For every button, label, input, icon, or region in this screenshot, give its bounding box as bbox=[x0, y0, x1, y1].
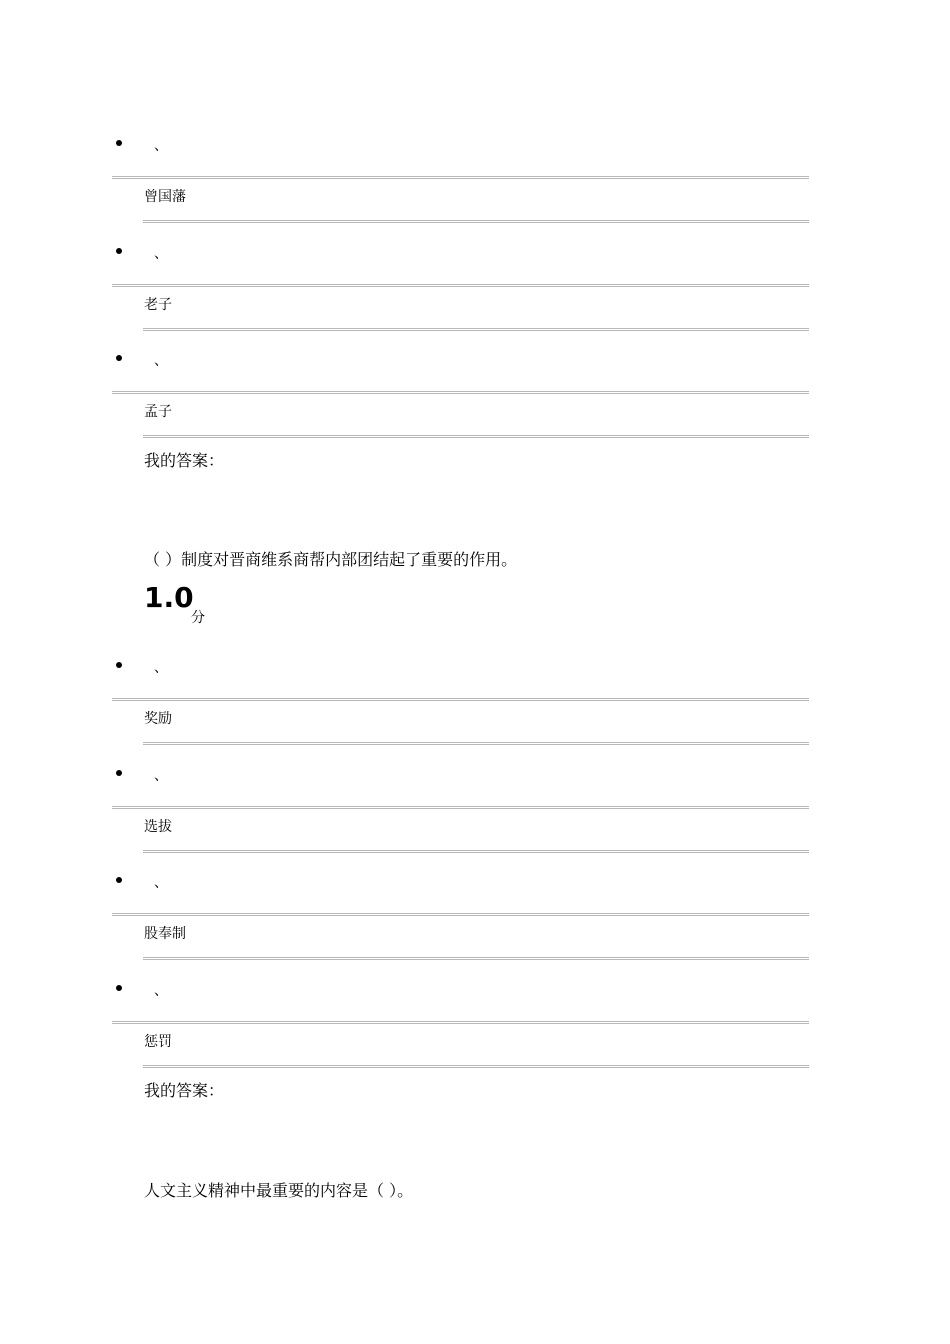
divider bbox=[143, 328, 809, 331]
option-label: 曾国藩 bbox=[144, 189, 186, 205]
bullet-icon bbox=[116, 355, 122, 361]
my-answer-label: 我的答案： bbox=[144, 451, 225, 470]
divider bbox=[112, 284, 809, 287]
option-marker: 、 bbox=[154, 353, 168, 369]
option-marker: 、 bbox=[154, 875, 168, 891]
option-label: 选拔 bbox=[144, 819, 172, 835]
divider bbox=[112, 806, 809, 809]
option-label: 股奉制 bbox=[144, 926, 186, 942]
divider bbox=[143, 742, 809, 745]
option-marker: 、 bbox=[154, 138, 168, 154]
option-label: 奖励 bbox=[144, 711, 172, 727]
bullet-icon bbox=[116, 877, 122, 883]
my-answer-label: 我的答案： bbox=[144, 1081, 225, 1100]
bullet-icon bbox=[116, 770, 122, 776]
bullet-icon bbox=[116, 985, 122, 991]
option-marker: 、 bbox=[154, 983, 168, 999]
question-text: （ ）制度对晋商维系商帮内部团结起了重要的作用。 bbox=[144, 550, 518, 569]
bullet-icon bbox=[116, 140, 122, 146]
bullet-icon bbox=[116, 662, 122, 668]
score-unit: 分 bbox=[191, 610, 205, 626]
option-marker: 、 bbox=[154, 768, 168, 784]
option-label: 老子 bbox=[144, 297, 172, 313]
divider bbox=[143, 435, 809, 438]
question-score: 1.0 bbox=[144, 581, 194, 614]
option-marker: 、 bbox=[154, 246, 168, 262]
divider bbox=[143, 850, 809, 853]
divider bbox=[143, 957, 809, 960]
question-text: 人文主义精神中最重要的内容是（ ）。 bbox=[144, 1181, 414, 1200]
divider bbox=[112, 913, 809, 916]
divider bbox=[112, 391, 809, 394]
divider bbox=[112, 176, 809, 179]
option-marker: 、 bbox=[154, 660, 168, 676]
bullet-icon bbox=[116, 248, 122, 254]
divider bbox=[143, 220, 809, 223]
divider bbox=[112, 1021, 809, 1024]
divider bbox=[143, 1065, 809, 1068]
divider bbox=[112, 698, 809, 701]
option-label: 惩罚 bbox=[144, 1034, 172, 1050]
option-label: 孟子 bbox=[144, 404, 172, 420]
